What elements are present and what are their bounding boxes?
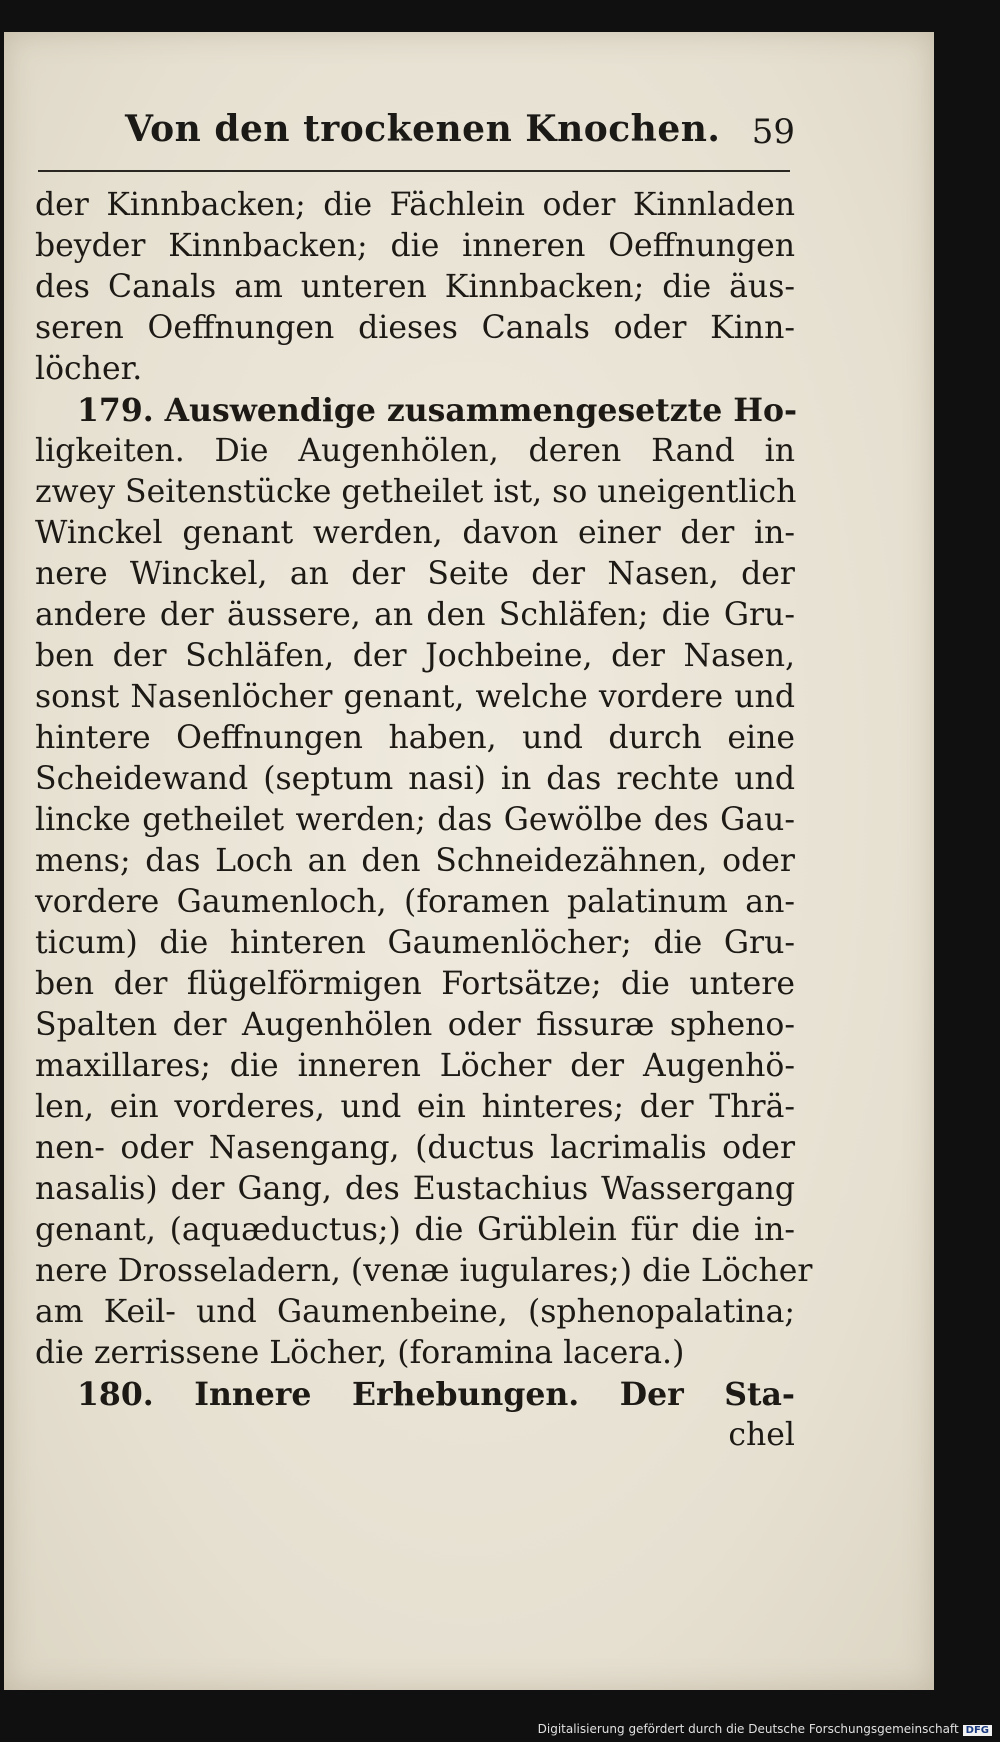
text-line: ligkeiten. Die Augenhölen, deren Rand in <box>35 433 795 469</box>
section-180-heading-line: 180. Innere Erhebungen. Der Sta- <box>77 1376 795 1413</box>
text-line: nasalis) der Gang, des Eustachius Wassergang <box>35 1171 795 1207</box>
text-line: nen- oder Nasengang, (ductus lacrimalis oder <box>35 1130 795 1166</box>
text-line: sonst Nasenlöcher genant, welche vordere und <box>35 679 795 715</box>
text-line: genant, (aquæductus;) die Grüblein für die in- <box>35 1212 795 1248</box>
text-line: nere Drosseladern, (venæ iugulares;) die Löcher <box>35 1253 813 1289</box>
catchword: chel <box>728 1417 795 1453</box>
text-line: zwey Seitenstücke getheilet ist, so uneigentlich <box>35 474 797 510</box>
text-line: ticum) die hinteren Gaumenlöcher; die Gru- <box>35 925 795 961</box>
section-179-heading-line: 179. Auswendige zusammengesetzte Ho- <box>77 392 798 429</box>
text-line: vordere Gaumenloch, (foramen palatinum an- <box>35 884 795 920</box>
text-line: am Keil- und Gaumenbeine, (sphenopalatina; <box>35 1294 795 1330</box>
header-rule <box>38 170 790 172</box>
text-line: die zerrissene Löcher, (foramina lacera.) <box>35 1335 685 1371</box>
text-line: mens; das Loch an den Schneidezähnen, oder <box>35 843 795 879</box>
text-line: Scheidewand (septum nasi) in das rechte und <box>35 761 795 797</box>
text-line: nere Winckel, an der Seite der Nasen, der <box>35 556 795 592</box>
text-line: ben der flügelförmigen Fortsätze; die untere <box>35 966 795 1002</box>
text-line: beyder Kinnbacken; die inneren Oeffnungen <box>35 228 795 264</box>
digitization-credit <box>538 1722 992 1736</box>
text-line: des Canals am unteren Kinnbacken; die äus- <box>35 269 795 305</box>
page-number: 59 <box>751 112 795 152</box>
text-line: löcher. <box>35 351 143 387</box>
text-line: Winckel genant werden, davon einer der in- <box>35 515 795 551</box>
text-line: ben der Schläfen, der Jochbeine, der Nasen, <box>35 638 795 674</box>
body-text <box>35 185 813 1456</box>
text-line: maxillares; die inneren Löcher der Augenhö- <box>35 1048 795 1084</box>
text-line: lincke getheilet werden; das Gewölbe des Gau- <box>35 802 795 838</box>
text-line: hintere Oeffnungen haben, und durch eine <box>35 720 795 756</box>
text-line: seren Oeffnungen dieses Canals oder Kinn- <box>35 310 795 346</box>
credit-text: Digitalisierung gefördert durch die Deutsche Forschungsgemeinschaft <box>537 1722 959 1736</box>
dfg-logo: DFG <box>963 1725 992 1736</box>
running-header <box>125 100 795 150</box>
text-line: len, ein vorderes, und ein hinteres; der Thrä- <box>35 1089 795 1125</box>
text-line: andere der äussere, an den Schläfen; die Gru- <box>35 597 795 633</box>
text-line: Spalten der Augenhölen oder fissuræ spheno- <box>35 1007 795 1043</box>
text-line: der Kinnbacken; die Fächlein oder Kinnladen <box>35 187 795 223</box>
running-title: Von den trockenen Knochen. <box>125 108 721 150</box>
